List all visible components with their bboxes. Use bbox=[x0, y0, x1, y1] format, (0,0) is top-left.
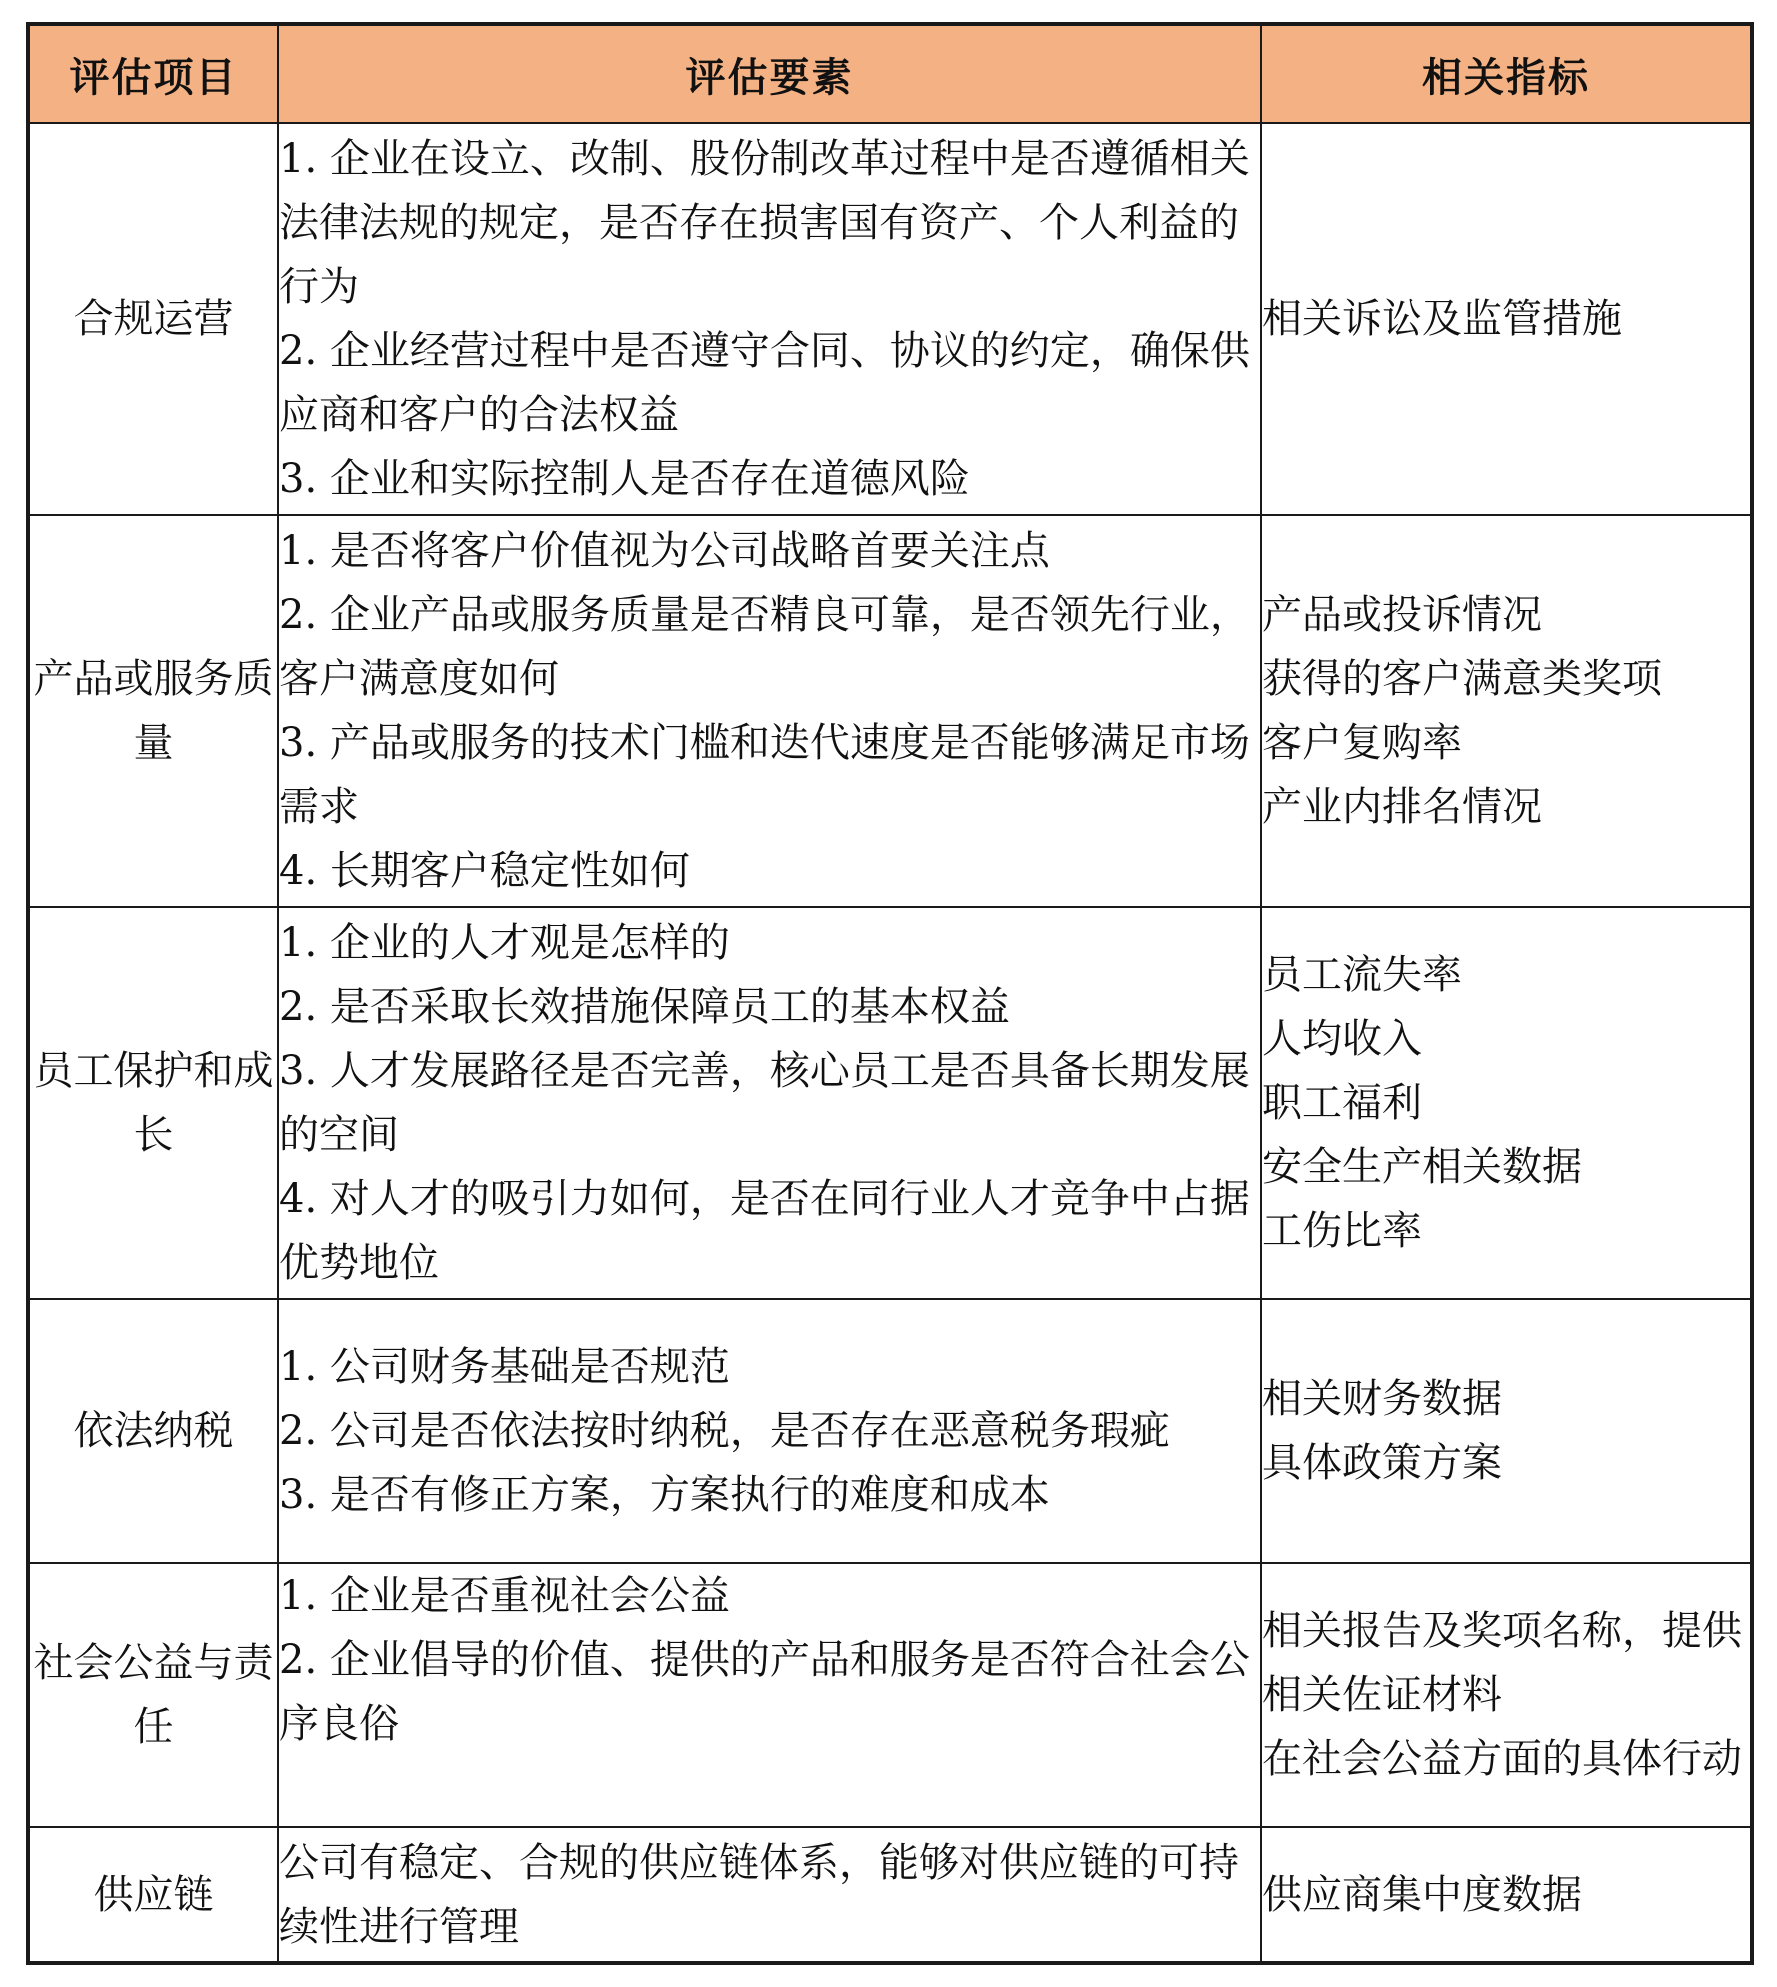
evaluation-elements-cell bbox=[278, 1563, 1261, 1827]
evaluation-item-cell: 依法纳税 bbox=[28, 1299, 278, 1563]
indicator-text: 员工流失率 bbox=[1262, 952, 1462, 998]
indicator-text: 产品或投诉情况 bbox=[1262, 592, 1542, 638]
indicator-text: 在社会公益方面的具体行动 bbox=[1262, 1736, 1742, 1782]
element-text: 2. 公司是否依法按时纳税，是否存在恶意税务瑕疵 bbox=[279, 1408, 1170, 1454]
element-text: 3. 企业和实际控制人是否存在道德风险 bbox=[279, 456, 970, 502]
header-row bbox=[28, 24, 1752, 123]
indicator-text: 相关报告及奖项名称，提供相关佐证材料 bbox=[1262, 1608, 1742, 1718]
element-text: 1. 企业的人才观是怎样的 bbox=[279, 920, 730, 966]
element-text: 4. 对人才的吸引力如何，是否在同行业人才竞争中占据优势地位 bbox=[279, 1176, 1250, 1286]
indicator-text: 工伤比率 bbox=[1262, 1208, 1422, 1254]
indicator-text: 职工福利 bbox=[1262, 1080, 1422, 1126]
evaluation-elements-cell bbox=[278, 123, 1261, 515]
related-indicators-cell bbox=[1261, 1563, 1752, 1827]
evaluation-item-cell: 社会公益与责任 bbox=[28, 1563, 278, 1827]
evaluation-elements-cell bbox=[278, 907, 1261, 1299]
element-text: 2. 企业经营过程中是否遵守合同、协议的约定，确保供应商和客户的合法权益 bbox=[279, 328, 1250, 438]
indicator-text: 产业内排名情况 bbox=[1262, 784, 1542, 830]
evaluation-elements-cell bbox=[278, 1299, 1261, 1563]
table-row bbox=[28, 1299, 1752, 1563]
indicator-text: 获得的客户满意类奖项 bbox=[1262, 656, 1662, 702]
element-text: 2. 企业倡导的价值、提供的产品和服务是否符合社会公序良俗 bbox=[279, 1637, 1250, 1747]
header-evaluation-elements: 评估要素 bbox=[278, 24, 1261, 123]
element-text: 1. 企业是否重视社会公益 bbox=[279, 1573, 730, 1619]
element-text: 1. 是否将客户价值视为公司战略首要关注点 bbox=[279, 528, 1050, 574]
table-row bbox=[28, 515, 1752, 907]
related-indicators-cell bbox=[1261, 515, 1752, 907]
indicator-text: 供应商集中度数据 bbox=[1262, 1871, 1582, 1918]
table-row bbox=[28, 1827, 1752, 1963]
indicator-text: 相关诉讼及监管措施 bbox=[1262, 296, 1622, 342]
indicator-text: 具体政策方案 bbox=[1262, 1440, 1502, 1486]
evaluation-item-cell: 员工保护和成长 bbox=[28, 907, 278, 1299]
element-text: 公司有稳定、合规的供应链体系，能够对供应链的可持续性进行管理 bbox=[279, 1839, 1239, 1950]
table-row bbox=[28, 1563, 1752, 1827]
table-row bbox=[28, 123, 1752, 515]
related-indicators-cell bbox=[1261, 1827, 1752, 1963]
element-text: 3. 人才发展路径是否完善，核心员工是否具备长期发展的空间 bbox=[279, 1048, 1250, 1158]
element-text: 3. 产品或服务的技术门槛和迭代速度是否能够满足市场需求 bbox=[279, 720, 1250, 830]
element-text: 1. 公司财务基础是否规范 bbox=[279, 1344, 730, 1390]
element-text: 4. 长期客户稳定性如何 bbox=[279, 848, 690, 894]
esg-evaluation-table bbox=[26, 22, 1754, 1965]
element-text: 1. 企业在设立、改制、股份制改革过程中是否遵循相关法律法规的规定，是否存在损害国有资产、个人利益的行为 bbox=[279, 136, 1250, 310]
related-indicators-cell bbox=[1261, 1299, 1752, 1563]
indicator-text: 客户复购率 bbox=[1262, 720, 1462, 766]
evaluation-item-cell: 产品或服务质量 bbox=[28, 515, 278, 907]
indicator-text: 人均收入 bbox=[1262, 1016, 1422, 1062]
indicator-text: 安全生产相关数据 bbox=[1262, 1144, 1582, 1190]
element-text: 2. 企业产品或服务质量是否精良可靠，是否领先行业，客户满意度如何 bbox=[279, 592, 1250, 702]
header-related-indicators: 相关指标 bbox=[1261, 24, 1752, 123]
evaluation-elements-cell bbox=[278, 515, 1261, 907]
indicator-text: 相关财务数据 bbox=[1262, 1376, 1502, 1422]
evaluation-elements-cell bbox=[278, 1827, 1261, 1963]
evaluation-item-cell: 供应链 bbox=[28, 1827, 278, 1963]
related-indicators-cell bbox=[1261, 907, 1752, 1299]
evaluation-item-cell: 合规运营 bbox=[28, 123, 278, 515]
element-text: 2. 是否采取长效措施保障员工的基本权益 bbox=[279, 984, 1010, 1030]
related-indicators-cell bbox=[1261, 123, 1752, 515]
element-text: 3. 是否有修正方案，方案执行的难度和成本 bbox=[279, 1472, 1050, 1518]
header-evaluation-item: 评估项目 bbox=[28, 24, 278, 123]
table-row bbox=[28, 907, 1752, 1299]
